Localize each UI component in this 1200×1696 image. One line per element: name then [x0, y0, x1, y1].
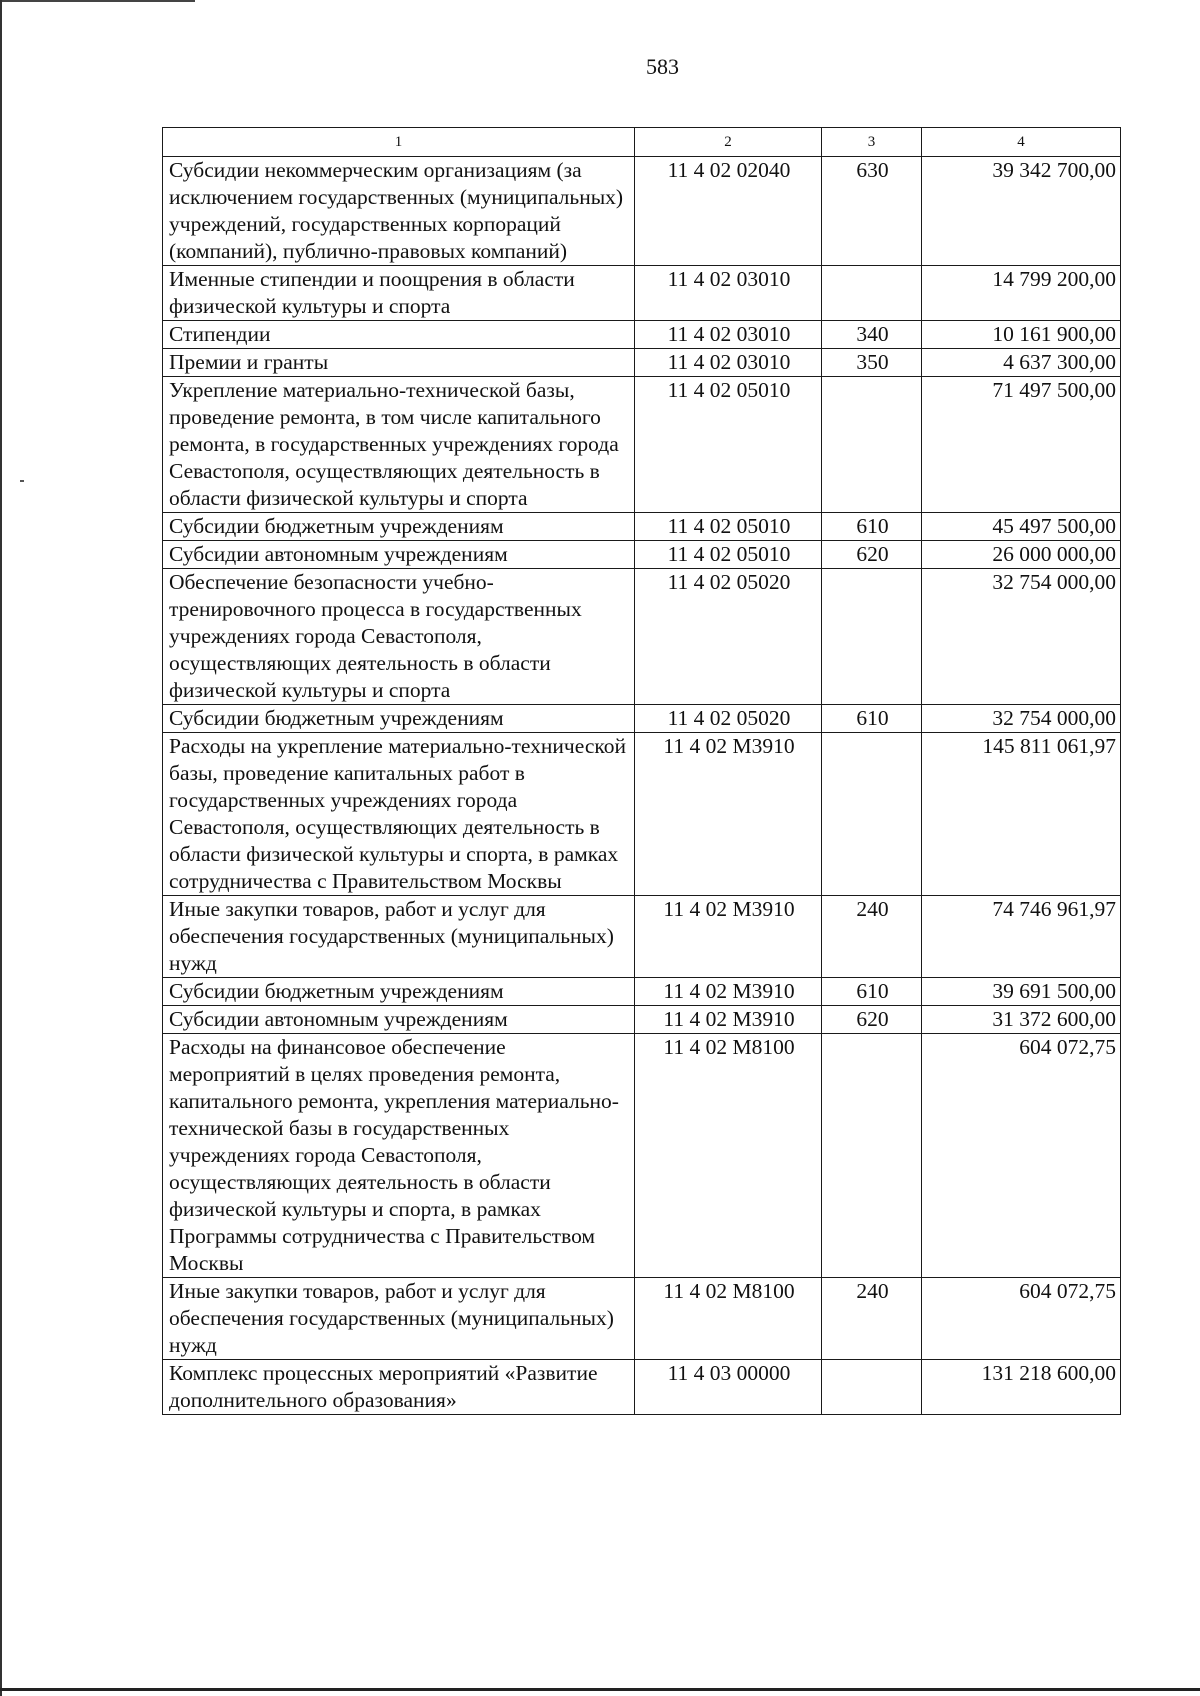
row-expense-type — [822, 377, 922, 513]
row-expense-type: 610 — [822, 513, 922, 541]
table-row — [163, 349, 1121, 377]
row-expense-type — [822, 266, 922, 321]
row-code: 11 4 02 М8100 — [635, 1034, 822, 1278]
row-code: 11 4 02 05010 — [635, 377, 822, 513]
row-name: Стипендии — [163, 321, 635, 349]
row-name: Субсидии некоммерческим организациям (за исключением государственных (муниципальных) учреждений, государственных корпораций (компаний), публично-правовых компаний) — [163, 157, 635, 266]
row-amount: 26 000 000,00 — [922, 541, 1121, 569]
row-expense-type — [822, 569, 922, 705]
row-amount: 39 342 700,00 — [922, 157, 1121, 266]
row-amount: 71 497 500,00 — [922, 377, 1121, 513]
row-code: 11 4 02 М3910 — [635, 1006, 822, 1034]
table-row — [163, 733, 1121, 896]
row-amount: 45 497 500,00 — [922, 513, 1121, 541]
row-name: Комплекс процессных мероприятий «Развитие дополнительного образования» — [163, 1360, 635, 1415]
row-amount: 604 072,75 — [922, 1278, 1121, 1360]
scan-border-bottom — [0, 1688, 1200, 1691]
row-expense-type: 240 — [822, 896, 922, 978]
row-code: 11 4 02 05020 — [635, 705, 822, 733]
row-amount: 145 811 061,97 — [922, 733, 1121, 896]
table-row — [163, 513, 1121, 541]
row-name: Субсидии бюджетным учреждениям — [163, 513, 635, 541]
row-amount: 131 218 600,00 — [922, 1360, 1121, 1415]
row-code: 11 4 02 03010 — [635, 321, 822, 349]
row-expense-type: 630 — [822, 157, 922, 266]
table-row — [163, 1360, 1121, 1415]
table-row — [163, 978, 1121, 1006]
row-expense-type: 240 — [822, 1278, 922, 1360]
row-name: Иные закупки товаров, работ и услуг для обеспечения государственных (муниципальных) нужд — [163, 1278, 635, 1360]
table-row — [163, 377, 1121, 513]
row-name: Субсидии бюджетным учреждениям — [163, 705, 635, 733]
table-row — [163, 266, 1121, 321]
row-code: 11 4 02 02040 — [635, 157, 822, 266]
table-header-row — [163, 128, 1121, 157]
row-code: 11 4 02 М8100 — [635, 1278, 822, 1360]
row-expense-type — [822, 1034, 922, 1278]
row-amount: 32 754 000,00 — [922, 569, 1121, 705]
header-col-1: 1 — [163, 128, 635, 157]
row-amount: 604 072,75 — [922, 1034, 1121, 1278]
row-code: 11 4 02 М3910 — [635, 896, 822, 978]
table-row — [163, 1034, 1121, 1278]
scan-border-left — [0, 0, 2, 1696]
scan-mark — [20, 480, 24, 482]
row-amount: 10 161 900,00 — [922, 321, 1121, 349]
row-expense-type — [822, 1360, 922, 1415]
row-amount: 31 372 600,00 — [922, 1006, 1121, 1034]
table-row — [163, 896, 1121, 978]
scan-border-top — [0, 0, 195, 2]
row-expense-type: 610 — [822, 705, 922, 733]
row-code: 11 4 02 05010 — [635, 513, 822, 541]
row-expense-type: 620 — [822, 541, 922, 569]
table-row — [163, 1006, 1121, 1034]
page-number: 583 — [646, 54, 679, 79]
row-expense-type: 610 — [822, 978, 922, 1006]
row-name: Укрепление материально-технической базы, проведение ремонта, в том числе капитального ремонта, в государственных учреждениях города Севастополя, осуществляющих деятельность в области физической культуры и спорта — [163, 377, 635, 513]
row-code: 11 4 02 М3910 — [635, 978, 822, 1006]
row-name: Субсидии автономным учреждениям — [163, 541, 635, 569]
row-code: 11 4 02 03010 — [635, 349, 822, 377]
table-row — [163, 541, 1121, 569]
row-expense-type: 350 — [822, 349, 922, 377]
row-amount: 74 746 961,97 — [922, 896, 1121, 978]
row-name: Расходы на финансовое обеспечение мероприятий в целях проведения ремонта, капитального ремонта, укрепления материально-технической базы в государственных учреждениях города Севастополя, осуществляющих деятельность в области физической культуры и спорта, в рамках Программы сотрудничества с Правительством Москвы — [163, 1034, 635, 1278]
row-name: Именные стипендии и поощрения в области физической культуры и спорта — [163, 266, 635, 321]
row-code: 11 4 02 05020 — [635, 569, 822, 705]
row-amount: 32 754 000,00 — [922, 705, 1121, 733]
table-row — [163, 705, 1121, 733]
budget-table — [162, 127, 1121, 1415]
row-expense-type — [822, 733, 922, 896]
row-name: Иные закупки товаров, работ и услуг для обеспечения государственных (муниципальных) нужд — [163, 896, 635, 978]
row-name: Расходы на укрепление материально-технической базы, проведение капитальных работ в государственных учреждениях города Севастополя, осуществляющих деятельность в области физической культуры и спорта, в рамках сотрудничества с Правительством Москвы — [163, 733, 635, 896]
row-amount: 4 637 300,00 — [922, 349, 1121, 377]
row-expense-type: 620 — [822, 1006, 922, 1034]
table-row — [163, 321, 1121, 349]
row-name: Субсидии бюджетным учреждениям — [163, 978, 635, 1006]
row-name: Премии и гранты — [163, 349, 635, 377]
table-row — [163, 569, 1121, 705]
table-row — [163, 1278, 1121, 1360]
row-name: Субсидии автономным учреждениям — [163, 1006, 635, 1034]
row-amount: 14 799 200,00 — [922, 266, 1121, 321]
row-expense-type: 340 — [822, 321, 922, 349]
header-col-2: 2 — [635, 128, 822, 157]
row-code: 11 4 02 03010 — [635, 266, 822, 321]
row-code: 11 4 03 00000 — [635, 1360, 822, 1415]
row-amount: 39 691 500,00 — [922, 978, 1121, 1006]
header-col-3: 3 — [822, 128, 922, 157]
row-name: Обеспечение безопасности учебно-тренировочного процесса в государственных учреждениях города Севастополя, осуществляющих деятельность в области физической культуры и спорта — [163, 569, 635, 705]
row-code: 11 4 02 М3910 — [635, 733, 822, 896]
table-row — [163, 157, 1121, 266]
row-code: 11 4 02 05010 — [635, 541, 822, 569]
header-col-4: 4 — [922, 128, 1121, 157]
